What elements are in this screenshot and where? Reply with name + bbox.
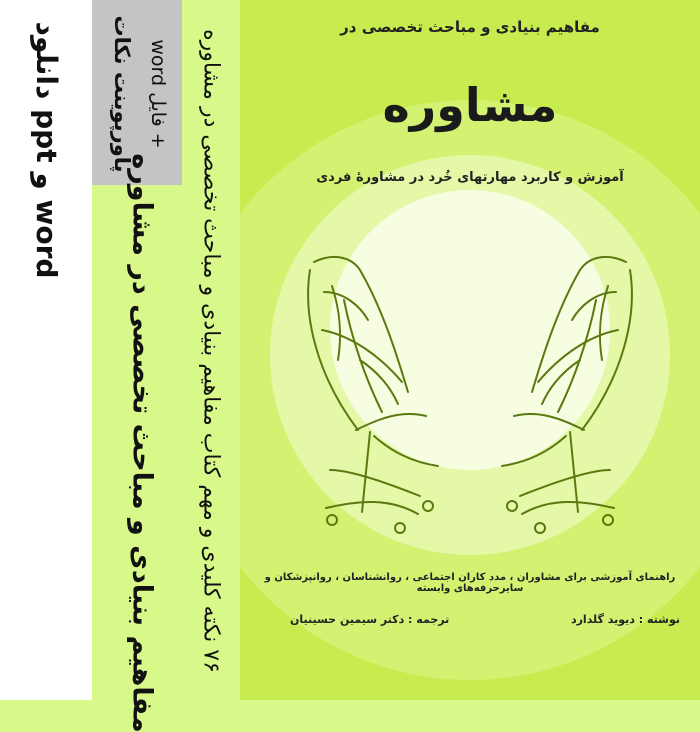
tips-vertical-text: ۷۶ نکته کلیدی و مهم کتاب مفاهیم بنیادی و مباحث تخصصی در مشاوره xyxy=(198,29,224,673)
tips-vertical xyxy=(186,8,236,694)
cover-author: نوشته : دیوید گلدارد xyxy=(570,613,680,626)
cover-small-title: مفاهیم بنیادی و مباحث تخصصی در xyxy=(340,18,600,36)
cover-translator: ترجمه : دکتر سیمین حسینیان xyxy=(290,613,450,626)
cover-main-title: مشاوره xyxy=(382,78,558,132)
powerpoint-label-text: پاورپوینت نکات xyxy=(110,15,134,173)
word-file-label-text: + فایل word xyxy=(147,39,169,149)
cover-subtitle: آموزش و کاربرد مهارتهای خُرد در مشاورهٔ فردی xyxy=(316,170,624,185)
download-pill-text: دانلود ppt و word xyxy=(30,21,63,279)
book-cover xyxy=(240,0,700,700)
book-title-vertical xyxy=(112,152,172,732)
book-title-vertical-text: مفاهیم بنیادی و مباحث تخصصی در مشاوره xyxy=(126,152,158,732)
cover-audience-line: راهنمای آموزشی برای مشاوران ، مدد کاران اجتماعی ، روانشناسان ، روانپزشکان و سایرحرفه‌های وابسته xyxy=(264,572,676,594)
download-pill-text-wrap xyxy=(8,10,84,290)
cover-inner-circle xyxy=(330,190,610,470)
